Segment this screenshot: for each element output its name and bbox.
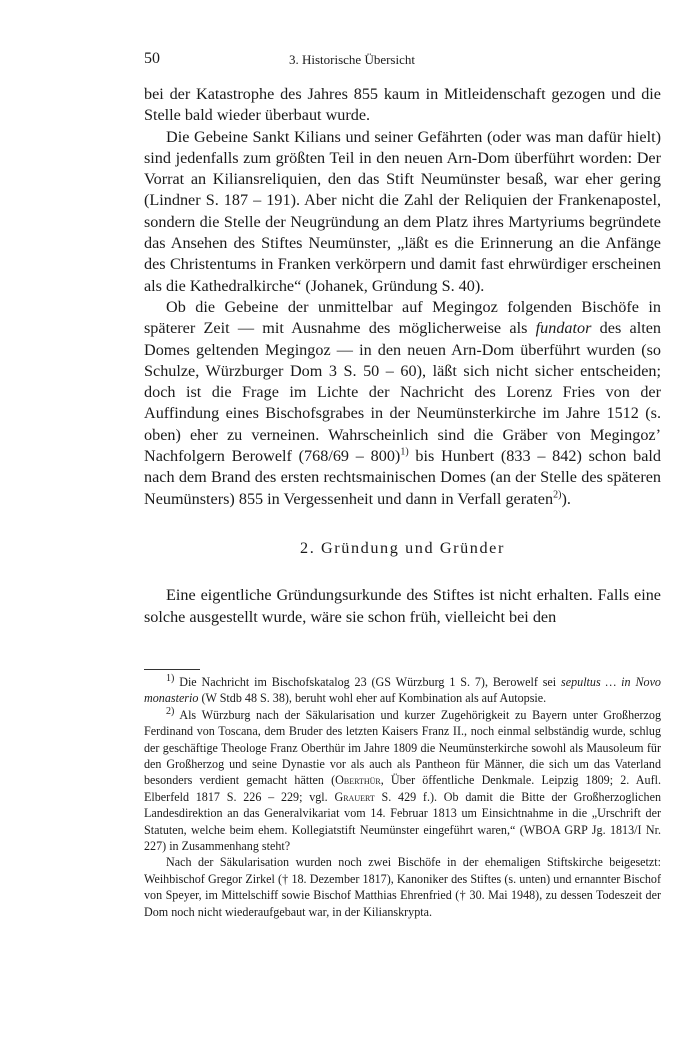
- footnote-2-mark-number: 2: [166, 705, 171, 717]
- paragraph-3-text-d: ).: [561, 489, 571, 508]
- section-heading: 2. Gründung und Gründer: [300, 538, 505, 557]
- fundator-term: fundator: [535, 319, 592, 338]
- footnote-ref-2-number: 2: [553, 489, 559, 501]
- footnote-1: [144, 674, 661, 707]
- footnote-2: [144, 707, 661, 855]
- paragraph-4: Eine eigentliche Gründungsurkunde des Stiftes ist nicht erhalten. Falls eine solche ausgestellt wurde, wäre sie schon früh, vielleicht bei den: [144, 586, 661, 626]
- footnote-2-author-oberthuer: Oberthür: [335, 773, 381, 788]
- paragraph-1: bei der Katastrophe des Jahres 855 kaum in Mitleidenschaft gezogen und die Stelle bald wieder überbaut wurde.: [144, 85, 661, 125]
- footnote-2-text-c: S. 429 f.). Ob damit die Bitte der Großherzoglichen Landesdirektion an das Generalvikariat vom 14. Februar 1813 um Einsichtnahme in die „Urschrift der Statuten, welche beim ehem. Kollegiatstift Neumünster eingeführt waren,“ (WBOA GRP Jg. 1813/I Nr. 227) in Zusammenhang steht?: [144, 789, 661, 854]
- footnote-2-text-a: Als Würzburg nach der Säkularisation und kurzer Zugehörigkeit zu Bayern unter Großherzog Ferdinand von Toscana, dem Bruder des letzten Kaisers Franz II., noch einmal selbständig wurde, schlug der geschäftige Theologe Franz Oberthür im Jahre 1809 die Neumünsterkirche sowohl als Mausoleum für den Großherzog und seine Dynastie vor als auch als Pantheon für Männer, die sich um das Vaterland besonders verdient gemacht hätten (: [144, 707, 661, 788]
- footnotes: [144, 674, 661, 920]
- page-number: 50: [144, 50, 160, 67]
- footnote-ref-1: 1): [400, 446, 409, 458]
- paragraph-3: [144, 297, 661, 510]
- paragraph-3-text-a: Ob die Gebeine der unmittelbar auf Megingoz folgenden Bischöfe in späterer Zeit — mit Ausnahme des möglicherweise als: [144, 297, 661, 338]
- paragraph-3-text-c: bis Hunbert (833 – 842) schon bald nach dem Brand des ersten rechtsmainischen Domes (an der Stelle des späteren Neumünsters) 855 in Vergessenheit und dann in Verfall geraten: [144, 447, 662, 508]
- footnote-2-mark: 2): [166, 705, 175, 717]
- footnote-ref-2: 2): [553, 489, 562, 501]
- footnote-1-mark-number: 1: [166, 672, 171, 684]
- footnote-2-text-b: , Über öffentliche Denkmale. Leipzig 1809; 2. Aufl. Elberfeld 1817 S. 226 – 229; vgl.: [144, 773, 661, 804]
- footnote-3: Nach der Säkularisation wurden noch zwei Bischöfe in der ehemaligen Stiftskirche beigesetzt: Weihbischof Gregor Zirkel († 18. Dezember 1817), Kanoniker des Stiftes (s. unten) und ernannter Bischof von Speyer, im Mittelschiff sowie Bischof Matthias Ehrenfried († 30. Mai 1948), zu dessen Todeszeit der Dom noch nicht wiederaufgebaut war, in der Kilianskrypta.: [144, 855, 661, 919]
- footnote-1-latin: sepultus … in Novo monasterio: [144, 675, 661, 706]
- footnote-1-text-b: (W Stdb 48 S. 38), beruht wohl eher auf Kombination als auf Autopsie.: [198, 691, 547, 706]
- paragraph-2: Die Gebeine Sankt Kilians und seiner Gefährten (oder was man dafür hielt) sind jedenfalls zum größten Teil in den neuen Arn-Dom überführt worden: Der Vorrat an Kiliansreliquien, den das Stift Neumünster besaß, war eher gering (Lindner S. 187 – 191). Aber nicht die Zahl der Reliquien der Frankenapostel, sondern die Stelle der Neugründung an dem Platz ihres Martyriums begründete das Ansehen des Stiftes Neumünster, „läßt es die Erinnerung an die Anfänge des Christentums in Franken verkörpern und damit fast ehrwürdiger erscheinen als die Kathedralkirche“ (Johanek, Gründung S. 40).: [144, 127, 661, 295]
- page-header: [144, 50, 560, 70]
- footnote-ref-1-number: 1: [400, 446, 406, 458]
- footnote-1-mark: 1): [166, 672, 175, 684]
- footnote-2-author-grauert: Grauert: [334, 789, 375, 804]
- footnote-divider: [144, 669, 200, 670]
- main-text: [144, 84, 661, 628]
- footnote-1-text-a: Die Nachricht im Bischofskatalog 23 (GS Würzburg 1 S. 7), Berowelf sei: [174, 675, 562, 689]
- running-title: 3. Historische Übersicht: [288, 52, 415, 67]
- paragraph-3-text-b: des alten Domes geltenden Megingoz — in den neuen Arn-Dom überführt wurden (so Schulze, Würzburger Dom 3 S. 50 – 60), läßt sich nicht sicher entscheiden; doch ist die Frage im Lichte der Nachricht des Lorenz Fries von der Auffindung eines Bischofsgrabes in der Neumünsterkirche im Jahre 1512 (s. oben) eher zu verneinen. Wahrscheinlich sind die Gräber von Megingoz’ Nachfolgern Berowelf (768/69 – 800): [144, 319, 661, 466]
